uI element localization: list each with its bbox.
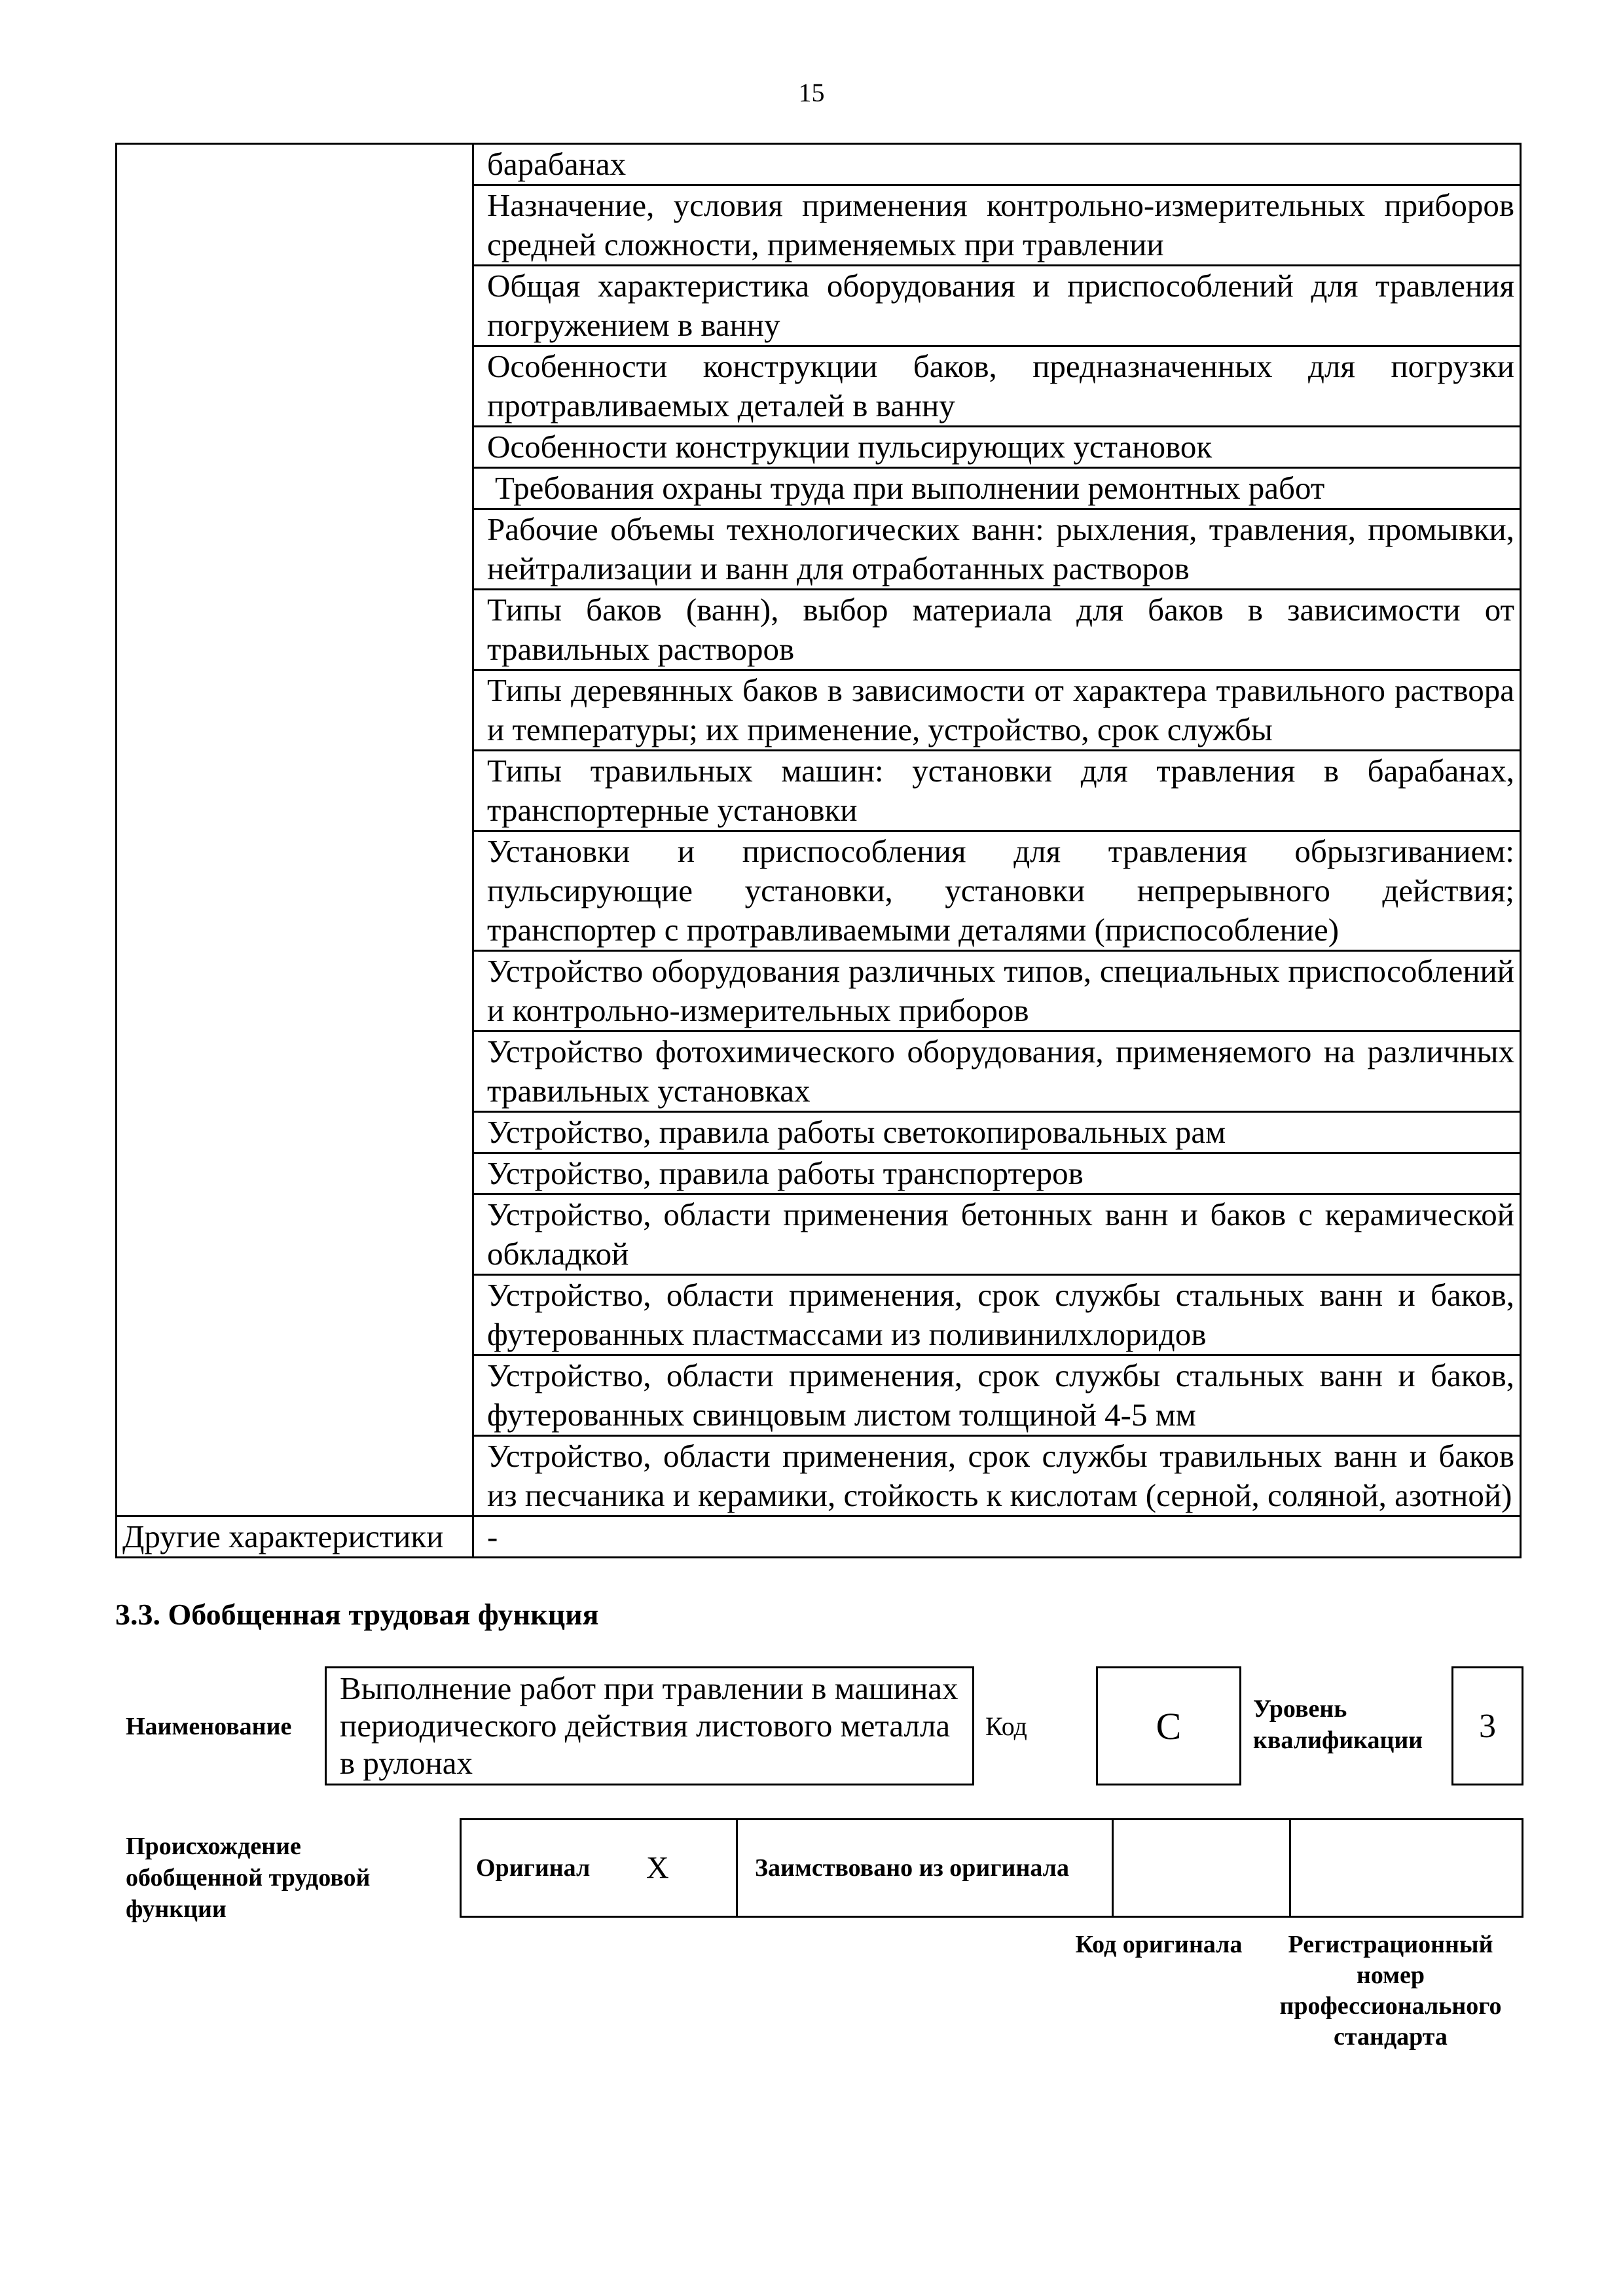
page-number: 15 xyxy=(798,78,825,107)
other-characteristics-label: Другие характеристики xyxy=(117,1516,473,1558)
knowledge-item: Устройство, области применения бетонных ванн и баков с керамической обкладкой xyxy=(473,1194,1521,1275)
table-row xyxy=(461,1820,1523,1917)
knowledge-table xyxy=(115,143,1522,1558)
table-row xyxy=(117,144,1521,185)
reg-number-cell xyxy=(1290,1820,1523,1917)
original-cell xyxy=(461,1820,737,1917)
qualification-level-box: 3 xyxy=(1451,1666,1523,1785)
borrowed-cell: Заимствовано из оригинала xyxy=(737,1820,1113,1917)
knowledge-item: Установки и приспособления для травления обрызгиванием: пульсирующие установки, установки непрерывного действия; транспортер с протравливаемыми деталями (приспособление) xyxy=(473,831,1521,951)
code-label: Код xyxy=(985,1712,1027,1741)
knowledge-item: Устройство, области применения, срок службы стальных ванн и баков, футерованных пластмассами из поливинилхлоридов xyxy=(473,1275,1521,1355)
code-original-caption: Код оригинала xyxy=(1075,1931,1243,1958)
knowledge-item: Особенности конструкции баков, предназначенных для погрузки протравливаемых деталей в ванну xyxy=(473,346,1521,427)
other-characteristics-value: - xyxy=(473,1516,1521,1558)
knowledge-item: барабанах xyxy=(473,144,1521,185)
knowledge-item: Назначение, условия применения контрольно-измерительных приборов средней сложности, применяемых при травлении xyxy=(473,185,1521,266)
empty-left-cell xyxy=(117,144,473,1516)
code-box: C xyxy=(1096,1666,1241,1785)
reg-number-caption: Регистрационный номер профессионального стандарта xyxy=(1279,1931,1502,2051)
code-original-cell xyxy=(1113,1820,1290,1917)
origin-table xyxy=(460,1818,1523,1918)
origin-label: Происхождение обобщенной трудовой функции xyxy=(126,1833,371,1923)
section-title: 3.3. Обобщенная трудовая функция xyxy=(115,1598,599,1631)
qualification-level-label: Уровень квалификации xyxy=(1253,1695,1423,1754)
original-mark: X xyxy=(646,1850,669,1886)
knowledge-item: Общая характеристика оборудования и приспособлений для травления погружением в ванну xyxy=(473,266,1521,346)
knowledge-item: Устройство, правила работы светокопировальных рам xyxy=(473,1112,1521,1153)
original-label: Оригинал xyxy=(476,1854,591,1882)
knowledge-item: Особенности конструкции пульсирующих установок xyxy=(473,427,1521,468)
name-label: Наименование xyxy=(126,1713,292,1740)
knowledge-item: Типы баков (ванн), выбор материала для баков в зависимости от травильных растворов xyxy=(473,590,1521,670)
knowledge-item: Требования охраны труда при выполнении ремонтных работ xyxy=(473,468,1521,509)
knowledge-item: Типы деревянных баков в зависимости от характера травильного раствора и температуры; их применение, устройство, срок службы xyxy=(473,670,1521,751)
knowledge-item: Устройство, области применения, срок службы стальных ванн и баков, футерованных свинцовым листом толщиной 4-5 мм xyxy=(473,1355,1521,1436)
knowledge-item: Устройство оборудования различных типов, специальных приспособлений и контрольно-измерительных приборов xyxy=(473,951,1521,1031)
table-row xyxy=(117,1516,1521,1558)
function-name-box: Выполнение работ при травлении в машинах периодического действия листового металла в рулонах xyxy=(325,1666,974,1785)
knowledge-item: Устройство, области применения, срок службы травильных ванн и баков из песчаника и керамики, стойкость к кислотам (серной, соляной, азотной) xyxy=(473,1436,1521,1516)
knowledge-item: Устройство, правила работы транспортеров xyxy=(473,1153,1521,1194)
knowledge-item: Устройство фотохимического оборудования, применяемого на различных травильных установках xyxy=(473,1031,1521,1112)
knowledge-item: Рабочие объемы технологических ванн: рыхления, травления, промывки, нейтрализации и ванн для отработанных растворов xyxy=(473,509,1521,590)
knowledge-item: Типы травильных машин: установки для травления в барабанах, транспортерные установки xyxy=(473,751,1521,831)
